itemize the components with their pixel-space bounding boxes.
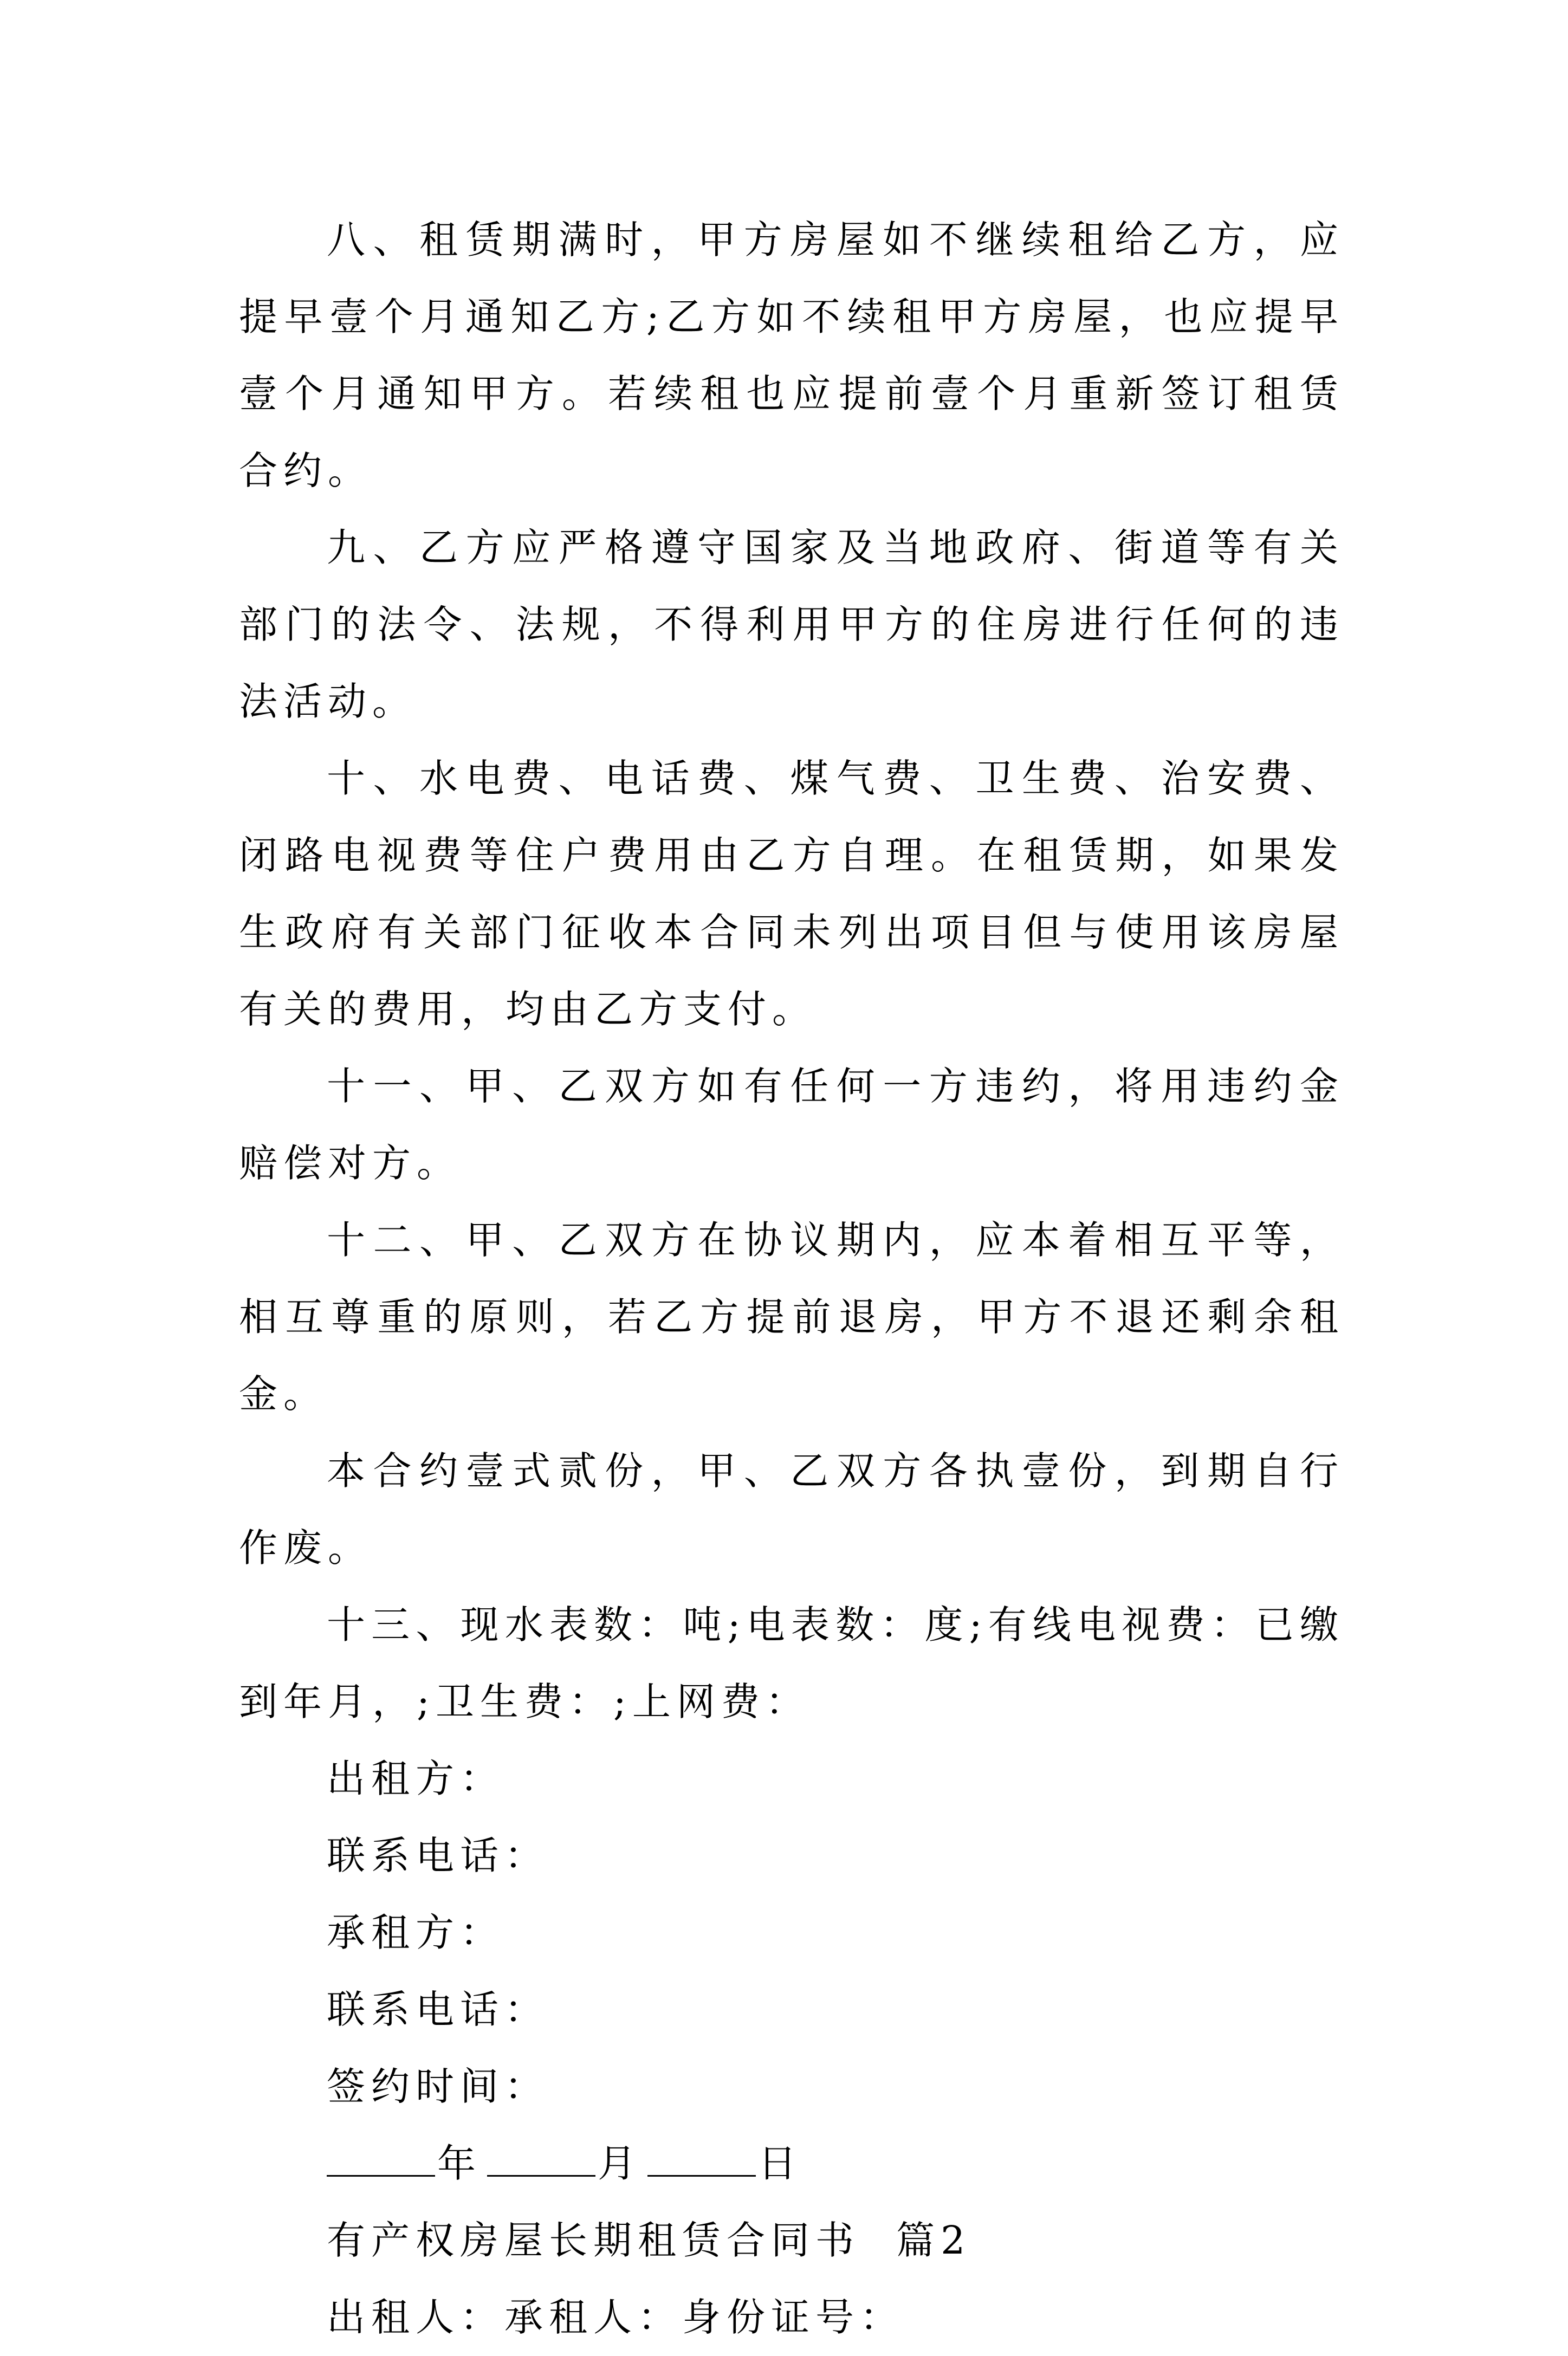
- month-blank: [487, 2143, 595, 2177]
- document-body: [239, 202, 1344, 2356]
- parties-line: 出租人：承租人：身份证号：: [327, 2295, 905, 2340]
- signing-time-label: 签约时间：: [327, 2064, 549, 2109]
- month-label: 月: [598, 2141, 643, 2186]
- lessee-phone-label: 联系电话：: [327, 1987, 549, 2032]
- clause-12: 十二、甲、乙双方在协议期内，应本着相互平等，相互尊重的原则，若乙方提前退房，甲方不退还剩余租金。: [239, 1218, 1344, 1416]
- clause-11: 十一、甲、乙双方如有任何一方违约，将用违约金赔偿对方。: [239, 1064, 1344, 1186]
- clause-13: 十三、现水表数：吨;电表数：度;有线电视费：已缴到年月，;卫生费：;上网费：: [239, 1602, 1344, 1724]
- lessor-label: 出租方：: [327, 1756, 505, 1801]
- clause-8: 八、租赁期满时，甲方房屋如不继续租给乙方，应提早壹个月通知乙方;乙方如不续租甲方房屋，也应提早壹个月通知甲方。若续租也应提前壹个月重新签订租赁合约。: [239, 217, 1344, 493]
- year-label: 年: [437, 2141, 482, 2186]
- day-label: 日: [758, 2141, 803, 2186]
- clause-9: 九、乙方应严格遵守国家及当地政府、街道等有关部门的法令、法规，不得利用甲方的住房进行任何的违法活动。: [239, 525, 1344, 724]
- year-blank: [327, 2143, 435, 2177]
- lessor-phone-label: 联系电话：: [327, 1833, 549, 1878]
- clause-10: 十、水电费、电话费、煤气费、卫生费、治安费、闭路电视费等住户费用由乙方自理。在租赁期，如果发生政府有关部门征收本合同未列出项目但与使用该房屋有关的费用，均由乙方支付。: [239, 756, 1344, 1032]
- section-title: 有产权房屋长期租赁合同书 篇2: [327, 2218, 971, 2263]
- day-blank: [647, 2143, 756, 2177]
- copies-statement: 本合约壹式贰份，甲、乙双方各执壹份，到期自行作废。: [239, 1448, 1344, 1570]
- date-line: [239, 2125, 1344, 2202]
- lessee-label: 承租方：: [327, 1910, 505, 1955]
